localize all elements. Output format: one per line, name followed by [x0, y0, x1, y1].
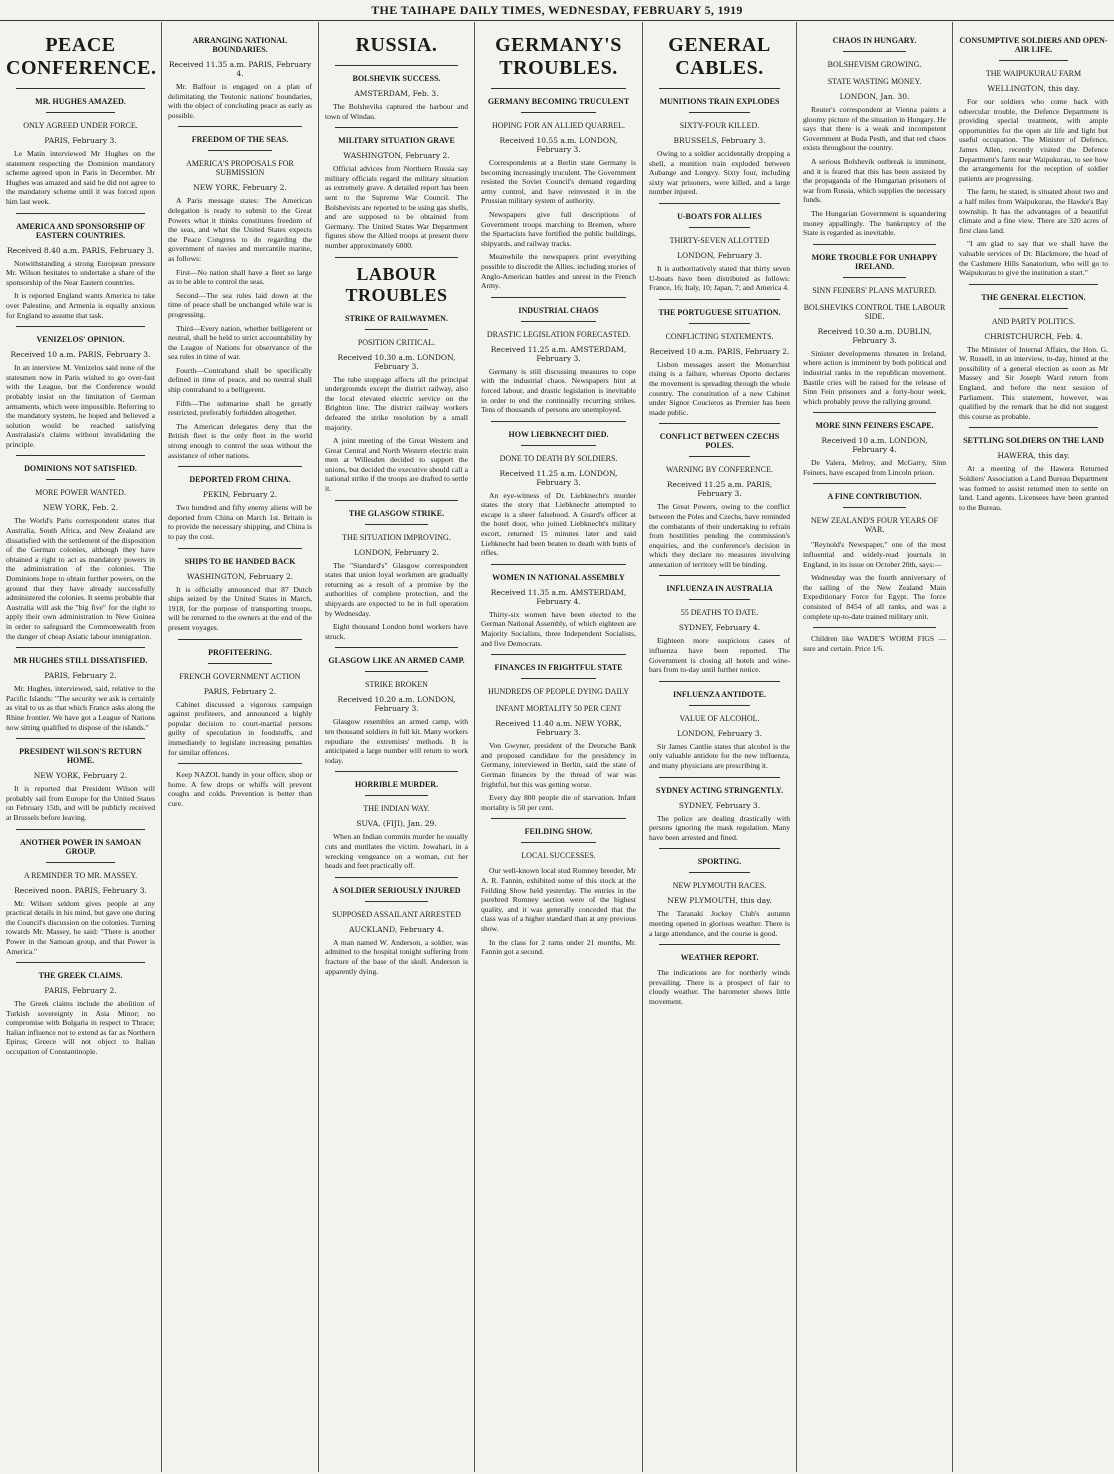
article-subheading: SIXTY-FOUR KILLED.: [679, 121, 760, 130]
article-paragraph: It is officially announced that 87 Dutch ships seized by the United States in March, 1918, for the purpose of transporting troops, will be returned to the owners at the end of the present voyages.: [168, 584, 312, 632]
article-dateline: SYDNEY, February 4.: [678, 623, 761, 633]
article-subheading: DEPORTED FROM CHINA.: [189, 475, 291, 485]
article-paragraph: De Valera, Melroy, and McGarry, Sinn Feiners, have escaped from Lincoln prison.: [803, 458, 946, 477]
divider: [491, 564, 626, 565]
article-paragraph: The tube stoppage affects all the principal undergrounds except the district railway, also the local elevated electric service on the Brighton line. The district railway workers defeated the strike resolution by a small majority.: [325, 374, 468, 432]
article-dateline: NEW YORK, February 2.: [193, 183, 287, 193]
newspaper-columns: [0, 22, 1114, 1472]
article-paragraph: The Hungarian Government is squandering money appallingly. The bankruptcy of the State is regarded as inevitable.: [803, 208, 946, 238]
article-subheading: SINN FEINERS' PLANS MATURED.: [812, 285, 937, 295]
article-paragraph: Cabinet discussed a vigorous campaign against profiteers, and announced a highly popular decision to court-martial persons guilty of speculation in foodstuffs, and immediately to legislate increasing penalties for similar offences.: [168, 699, 312, 757]
article: [481, 297, 636, 415]
short-divider: [843, 507, 906, 508]
divider: [16, 88, 145, 89]
article-paragraph: Germany is still discussing measures to cope with the industrial chaos. Newspapers hint at forced labour, and drastic legislation is inevitable in order to end the continually recurring strikes. Tens of thousands of persons are unemployed.: [481, 366, 636, 415]
article-paragraph: A serious Bolshevik outbreak is imminent, and it is feared that this has been assisted by the propaganda of the Hungarian prisoners of war from Russia, which supplies the necessary funds.: [803, 156, 946, 205]
article: [168, 466, 312, 541]
article-paragraph: For our soldiers who come back with tubercular trouble, the Defence Department is providing special treatment, with ample opportunities for the open air life and light but useful occupation. The Minister of Defence, James Allen, recently visited the Defence Department's farm near Waipukurau, to see how the arrangements for the reception of soldier patients are progressing.: [959, 97, 1108, 183]
article-dateline: Received noon. PARIS, February 3.: [14, 885, 147, 895]
short-divider: [521, 678, 596, 679]
divider: [659, 203, 780, 204]
article-dateline: Received 10.30 a.m. DUBLIN, February 3.: [817, 326, 932, 345]
masthead: THE TAIHAPE DAILY TIMES, WEDNESDAY, FEBRUARY 5, 1919: [0, 0, 1114, 21]
divider: [16, 647, 145, 648]
article-subheading: CONSUMPTIVE SOLDIERS AND OPEN-AIR LIFE.: [959, 36, 1108, 54]
article: [168, 36, 312, 120]
column-3: [319, 22, 475, 1472]
article-paragraph: Glasgow resembles an armed camp, with ten thousand soldiers in full kit. Many workers repudiate the extremists' methods. It is anticipated a large number will return to work today.: [325, 717, 468, 765]
article-subheading: STRIKE OF RAILWAYMEN.: [345, 313, 448, 323]
article: [6, 213, 155, 321]
column-headline: GENERAL CABLES.: [668, 34, 771, 79]
article-paragraph: Children like WADE'S WORM FIGS —sure and certain. Price 1/6.: [803, 634, 946, 653]
article: [6, 455, 155, 641]
divider: [178, 548, 302, 549]
article-paragraph: The Bolsheviks captured the harbour and town of Windau.: [325, 102, 468, 121]
article-subheading: MORE SINN FEINERS ESCAPE.: [815, 421, 934, 431]
column-4: [475, 22, 643, 1472]
divider: [491, 654, 626, 655]
article-subheading: NEW PLYMOUTH RACES.: [672, 881, 767, 891]
article-paragraph: Second—The sea rules laid down at the time of peace shall be unchanged while war is progressing.: [168, 290, 312, 319]
article-paragraph: The indications are for northerly winds prevailing. There is a prospect of fair to cloudy weather. The barometer shows little movement.: [649, 968, 790, 1006]
article: [325, 127, 468, 250]
article-paragraph: Mr. Balfour is engaged on a plan of delimitating the Teutonic nations' boundaries, with the object of concluding peace as early as possible.: [168, 82, 312, 120]
article: [649, 944, 790, 1006]
divider: [659, 299, 780, 300]
divider: [16, 326, 145, 327]
article: [649, 575, 790, 674]
article-subheading: CONFLICT BETWEEN CZECHS POLES.: [659, 432, 780, 451]
article-dateline: LONDON, February 2.: [354, 547, 439, 557]
article-paragraph: The farm, he stated, is situated about two and a half miles from Waipukurau, the Hawke's Bay township. It has the advantages of a beautiful climate and a fine view. There are 320 acres of first class land.: [959, 187, 1108, 235]
article-dateline: LONDON, February 3.: [677, 728, 762, 738]
article-subheading: HOW LIEBKNECHT DIED.: [508, 429, 609, 439]
article: [803, 483, 946, 621]
article-subheading: THE INDIAN WAY.: [363, 804, 430, 814]
article-paragraph: Le Matin interviewed Mr Hughes on the statement respecting the Dominion mandatory scheme agreed upon in Paris in December. Mr Hughes was amazed and said he did not agree to the mandatory scheme until it was forced upon him last week.: [6, 149, 155, 206]
article: [649, 848, 790, 938]
article-dateline: CHRISTCHURCH, Feb. 4.: [984, 331, 1083, 341]
article-paragraph: Newspapers give full descriptions of Government troops marching to Bremen, where the Spartacists have fortified the public buildings, shipyards, and railway tracks.: [481, 209, 636, 248]
short-divider: [365, 795, 428, 796]
article-paragraph: Official advices from Northern Russia say military officials regard the military situation as extremely grave. A detailed report has been sent to the Supreme War Council. The Bolshevists are reported to be using gas shells, and are supposed to be obtained from Germany. The United States War Department figures show the Allied troops at present there number approximately 6000.: [325, 164, 468, 250]
article: [649, 88, 790, 197]
article-subheading: THE GENERAL ELECTION.: [981, 292, 1086, 302]
article-subheading: WEATHER REPORT.: [680, 953, 759, 963]
article: [481, 818, 636, 956]
article-paragraph: The "Standard's" Glasgow correspondent states that union loyal workmen are gradually returning as a result of a promise by the authorities of complete protection, and the shipyards are expected to be in full operation by Wednesday.: [325, 560, 468, 618]
article-paragraph: "I am glad to say that we shall have the valuable services of Dr. Blackmore, the head of the Cashmere Hills Sanatorium, who will go to Waipukurau to give the institution a start.": [959, 239, 1108, 278]
column-7: [953, 22, 1114, 1472]
short-divider: [46, 862, 115, 863]
article-dateline: PARIS, February 2.: [44, 986, 117, 996]
article-paragraph: When an Indian commits murder he usually cuts and mutilates the victim. Jowahari, in a wrecking vengeance on a woman, cut her heads and feet practically off.: [325, 832, 468, 871]
article: [168, 548, 312, 633]
short-divider: [46, 112, 115, 113]
article-dateline: WELLINGTON, this day.: [987, 84, 1080, 93]
article: [6, 326, 155, 449]
article-subheading: HUNDREDS OF PEOPLE DYING DAILY: [488, 687, 629, 697]
short-divider: [365, 671, 428, 672]
article: [6, 647, 155, 732]
article-subheading: A FINE CONTRIBUTION.: [827, 492, 922, 502]
article-subheading: PRESIDENT WILSON'S RETURN HOME.: [19, 747, 142, 766]
short-divider: [365, 329, 428, 330]
article-subheading: SETTLING SOLDIERS ON THE LAND: [963, 436, 1104, 446]
article-subheading: DRASTIC LEGISLATION FORECASTED.: [486, 329, 631, 339]
divider: [16, 213, 145, 214]
article-subheading: WARNING BY CONFERENCE.: [665, 465, 774, 475]
article-paragraph: Keep NAZOL handy in your office, shop or home. A few drops or whiffs will prevent coughs and colds. Prevention is better than cure.: [168, 770, 312, 808]
article-paragraph: Lisbon messages assert the Monarchist rising is a failure, whereas Oporto declares the movement is spreading through the whole country. The constitution of a new Cabinet under Signor Coucieros as Premier has been made public.: [649, 359, 790, 417]
article-subheading: POSITION CRITICAL.: [357, 337, 436, 347]
article-dateline: WASHINGTON, February 2.: [186, 571, 294, 581]
divider: [335, 257, 458, 258]
article-dateline: LONDON, Jan. 30.: [839, 92, 910, 101]
article-dateline: PARIS, February 3.: [44, 136, 117, 145]
article: [649, 299, 790, 418]
article-dateline: Received 8.40 a.m. PARIS, February 3.: [6, 245, 155, 255]
article-paragraph: Mr. Wilson seldom gives people at any practical details in his mind, but gave one during the Council's discussion on the colonies. Turning towards Mr. Massey, he said: "There is another Power in the Samoan group, and that Power is America.": [6, 898, 155, 956]
article-subheading: DOMINIONS NOT SATISFIED.: [24, 464, 137, 474]
article-subheading: HOPING FOR AN ALLIED QUARREL.: [491, 121, 626, 130]
article-paragraph: In the class for 2 rams under 21 months, Mr. Fannin got a second.: [481, 937, 636, 957]
article-subheading: DONE TO DEATH BY SOLDIERS.: [499, 453, 618, 463]
article-dateline: Received 10 a.m. PARIS, February 2.: [649, 346, 790, 356]
article-subheading: AND PARTY POLITICS.: [991, 316, 1076, 326]
article-subheading: GERMANY BECOMING TRUCULENT: [487, 97, 630, 106]
article-subheading: BOLSHEVIK SUCCESS.: [352, 74, 441, 83]
article-dateline: Received 11.25 a.m. PARIS, February 3.: [666, 480, 773, 499]
divider: [16, 455, 145, 456]
divider: [335, 500, 458, 501]
article-dateline: Received 11.40 a.m. NEW YORK, February 3.: [495, 719, 622, 738]
article-paragraph: Sinister developments threaten in Ireland, where action is imminent by both political and industrial ranks in the republican movement. Bastile cries will be raised for the release of Sinn Fein prisoners and a forty-hour week, which probably prove the rallying ground.: [803, 348, 946, 406]
article-paragraph: Our well-known local stud Romney breeder, Mr A. R. Fannin, exhibited some of this stock at the Feilding Show held yesterday. The entries in the purebred Romney section were of the highest quality, and it was generally conceded that the class was of a higher standard than at any previous show.: [481, 866, 636, 933]
article-paragraph: Third—Every nation, whether belligerent or neutral, shall be held to strict accountability by the League of Nations for observance of the sea rules in time of war.: [168, 323, 312, 362]
article: [481, 654, 636, 812]
divider: [178, 466, 302, 467]
short-divider: [689, 456, 750, 457]
divider: [16, 962, 145, 963]
article-subheading: INFLUENZA IN AUSTRALIA: [666, 584, 773, 594]
divider: [16, 829, 145, 830]
section-headline: LABOUR TROUBLES: [345, 263, 448, 305]
article-subheading: BOLSHEVISM GROWING.: [827, 60, 922, 69]
divider: [335, 877, 458, 878]
article-subheading: GLASGOW LIKE AN ARMED CAMP.: [328, 656, 465, 666]
divider: [335, 771, 458, 772]
article-paragraph: Von Gwyner, president of the Deutsche Bank and proposed candidate for the presidency in Germany, interviewed in Berlin, said the state of German finances by the thread of war was frightful, but this was getting worse.: [481, 741, 636, 789]
article-subheading: SHIPS TO BE HANDED BACK: [184, 556, 296, 566]
article: [649, 423, 790, 569]
divider: [659, 944, 780, 945]
article-subheading: AMERICA'S PROPOSALS FOR SUBMISSION: [186, 159, 294, 178]
divider: [335, 65, 458, 66]
article: [959, 427, 1108, 512]
short-divider: [521, 112, 596, 113]
article-paragraph: Reuter's correspondent at Vienna paints a gloomy picture of the situation in Hungary. He says that there is a weak and incompetent Government at Buda Pesth, and that red chaos exists throughout the country.: [803, 105, 946, 153]
article-subheading: INFLUENZA ANTIDOTE.: [673, 689, 766, 699]
divider: [178, 126, 302, 127]
article: [481, 88, 636, 291]
article-paragraph: Fifth—The submarine shall be greatly restricted, preferably forbidden altogether.: [168, 398, 312, 418]
divider: [659, 423, 780, 424]
article-dateline: AUCKLAND, February 4.: [349, 924, 444, 934]
article-paragraph: A man named W. Anderson, a soldier, was admitted to the hospital tonight suffering from fracture of the base of the skull. Anderson is apparently dying.: [325, 937, 468, 976]
divider: [491, 88, 626, 89]
article-subheading: FREEDOM OF THE SEAS.: [191, 135, 289, 145]
column-6: [797, 22, 953, 1472]
article: [325, 771, 468, 870]
article-dateline: PEKIN, February 2.: [202, 490, 278, 500]
divider: [335, 127, 458, 128]
article-dateline: Received 10.30 a.m. LONDON, February 3.: [337, 352, 456, 371]
article: [481, 421, 636, 558]
article-subheading: CHAOS IN HUNGARY.: [832, 36, 917, 45]
article-paragraph: Every day 800 people die of starvation. Infant mortality is 50 per cent.: [481, 793, 636, 812]
article-dateline: LONDON, February 3.: [677, 250, 762, 260]
article-subheading: THIRTY-SEVEN ALLOTTED: [669, 235, 770, 245]
short-divider: [843, 51, 906, 52]
article-dateline: Received 11.35 a.m. AMSTERDAM, February 4.: [490, 587, 627, 606]
divider: [813, 483, 936, 484]
article-subheading: THE SITUATION IMPROVING.: [342, 532, 451, 542]
article: [803, 627, 946, 653]
article-paragraph: At a meeting of the Hawera Returned Soldiers' Association a Land Bureau Department was formed to assist returned men to settle on land. Land agents. Licensees have been granted to the Bureau.: [959, 464, 1108, 512]
article-subheading: THE WAIPUKURAU FARM: [985, 69, 1082, 78]
article: [6, 88, 155, 207]
article-dateline: Received 11.25 a.m. AMSTERDAM, February 3.: [490, 344, 627, 363]
short-divider: [521, 321, 596, 322]
article-paragraph: A joint meeting of the Great Western and Great Central and North Western electric train men at Willesden decided to support the unions, but decided the executive should call a national strike if the troops are drafted to settle it.: [325, 436, 468, 494]
divider: [659, 88, 780, 89]
article-paragraph: Eight thousand London hotel workers have struck.: [325, 622, 468, 641]
article-subheading: ANOTHER POWER IN SAMOAN GROUP.: [19, 837, 142, 856]
article: [168, 126, 312, 460]
article-subheading: PROFITEERING.: [208, 647, 272, 657]
short-divider: [689, 872, 750, 873]
article-subheading: A SOLDIER SERIOUSLY INJURED: [332, 885, 461, 895]
article-paragraph: "Reynold's Newspaper," one of the most influential and widely-read journals in England, in its issue on October 20th, says:—: [803, 540, 946, 569]
article-subheading: STRIKE BROKEN: [365, 680, 428, 690]
article-subheading: THE PORTUGUESE SITUATION.: [658, 307, 781, 317]
article: [325, 257, 468, 494]
article-subheading: LOCAL SUCCESSES.: [521, 851, 596, 861]
divider: [491, 818, 626, 819]
article-dateline: PARIS, February 2.: [44, 671, 117, 681]
article-paragraph: Thirty-six women have been elected to the German National Assembly, of which eighteen are Majority Socialists, three Independent Socialists, and five Democrats.: [481, 609, 636, 648]
article-dateline: Received 11.25 a.m. LONDON, February 3.: [499, 468, 618, 487]
article: [168, 763, 312, 808]
short-divider: [689, 705, 750, 706]
article-subheading: MORE POWER WANTED.: [35, 488, 126, 498]
article-subheading: A REMINDER TO MR. MASSEY.: [23, 870, 138, 880]
article-paragraph: Eighteen more suspicious cases of influenza have been reported. The Government is closing all hotels and wine-bars from to-day until further notice.: [649, 636, 790, 675]
article-subheading: MR HUGHES STILL DISSATISFIED.: [13, 656, 148, 666]
article-subheading: CONFLICTING STATEMENTS.: [665, 331, 774, 341]
article: [168, 639, 312, 758]
article-subheading: STATE WASTING MONEY.: [827, 77, 922, 86]
article-subheading: THE GREEK CLAIMS.: [38, 971, 123, 981]
article-dateline: AMSTERDAM, Feb. 3.: [354, 89, 439, 98]
article-subheading: ARRANGING NATIONAL BOUNDARIES.: [192, 36, 288, 54]
article: [959, 284, 1108, 422]
article-paragraph: Owing to a soldier accidentally dropping a shell, a munition train exploded between Aubange and Longvy. Sixty four, including sixty war prisoners, were killed, and a large number injured.: [649, 149, 790, 197]
article-subheading: MUNITIONS TRAIN EXPLODES: [659, 97, 780, 106]
article-dateline: NEW PLYMOUTH, this day.: [667, 896, 772, 906]
article-dateline: Received 10.20 a.m. LONDON, February 3.: [337, 695, 456, 714]
short-divider: [46, 479, 115, 480]
article-subheading: MORE TROUBLE FOR UNHAPPY IRELAND.: [811, 252, 938, 271]
article-dateline: Received 10 a.m. LONDON, February 4.: [821, 436, 928, 455]
article: [325, 647, 468, 765]
article: [6, 962, 155, 1057]
short-divider: [689, 227, 750, 228]
column-headline: GERMANY'S TROUBLES.: [495, 34, 622, 79]
article-subheading: SPORTING.: [697, 857, 742, 867]
article-paragraph: Fourth—Contraband shall be specifically defined in time of peace, and no neutral shall ship contraband to a belligerent.: [168, 365, 312, 395]
article: [481, 564, 636, 648]
article-paragraph: Two hundred and fifty enemy aliens will be deported from China on March 1st. Britain is to provide the necessary shipping, and China is to pay the cost.: [168, 503, 312, 541]
article-paragraph: The Minister of Internal Affairs, the Hon. G. W. Russell, in an interview, to-day, hinted at the possibility of a general election as soon as Mr Massey and Sir Joseph Ward return from England, and before the next session of Parliament. This statement, however, was qualified by the remark that he did not suggest this course as probable.: [959, 344, 1108, 421]
article: [6, 829, 155, 957]
divider: [335, 647, 458, 648]
short-divider: [365, 524, 428, 525]
divider: [813, 627, 936, 628]
short-divider: [843, 277, 906, 278]
article-subheading: U-BOATS FOR ALLIES: [677, 211, 762, 221]
article-subheading: ONLY AGREED UNDER FORCE.: [23, 121, 138, 130]
article: [325, 65, 468, 121]
column-headline: RUSSIA.: [355, 34, 438, 56]
article-paragraph: Sir James Cantlie states that alcohol is the only valuable antidote for the new influenza, and many physicians are prescribing it.: [649, 741, 790, 771]
article-subheading: VENIZELOS' OPINION.: [36, 335, 125, 345]
article-paragraph: Meanwhile the newspapers print everything possible to discredit the Allies, including stories of Anglo-American battles and unrest in the French Army.: [481, 252, 636, 291]
article-paragraph: Wednesday was the fourth anniversary of the sailing of the New Zealand Main Expeditionary Force for Egypt. The force consisted of 8454 of all ranks, and was a complete up-to-date trained military unit.: [803, 573, 946, 621]
article-subheading: FRENCH GOVERNMENT ACTION: [179, 671, 301, 681]
column-5: [643, 22, 797, 1472]
divider: [178, 763, 302, 764]
article-paragraph: It is reported that President Wilson will probably sail from Europe for the United States on February 15th, and will be publicly received at Brussels before leaving.: [6, 784, 155, 822]
article-subheading: INDUSTRIAL CHAOS: [518, 305, 599, 315]
divider: [491, 421, 626, 422]
article-paragraph: It is authoritatively stated that thirty seven U-boats have been distributed as follows: France, 16; Italy, 10; Japan, 7; and America 4.: [649, 263, 790, 293]
article-paragraph: An eye-witness of Dr. Liebknecht's murder states the story that Liebknecht attempted to escape is a sheer falsehood. A Guard's officer at the hotel door, who joined Liebknecht's military escort, returned 15 minutes later and said Liebknecht had been beaten to death with butts of rifles.: [481, 490, 636, 558]
article-subheading: MR. HUGHES AMAZED.: [35, 97, 126, 106]
article-dateline: HAWERA, this day.: [997, 451, 1070, 461]
article: [959, 36, 1108, 278]
article-paragraph: The Great Powers, owing to the conflict between the Poles and Czechs, have reminded the combatants of their undertaking to refrain from hostilities pending the commission's enquiries, and the conference's decision in which they declare no measures involving annexation of territory will be binding.: [649, 502, 790, 569]
article-subheading: VALUE OF ALCOHOL.: [679, 713, 760, 723]
article-subheading: 55 DEATHS TO DATE.: [680, 608, 759, 618]
article-paragraph: The American delegates deny that the British fleet is the only fleet in the world strong enough to control the seas without the assistance of other nations.: [168, 421, 312, 460]
article-dateline: Received 10 a.m. PARIS, February 3.: [10, 350, 151, 360]
column-2: [162, 22, 319, 1472]
article-dateline: BRUSSELS, February 3.: [673, 136, 766, 145]
column-headline: PEACE CONFERENCE.: [6, 34, 157, 79]
divider: [491, 297, 626, 298]
article: [649, 777, 790, 843]
article-paragraph: It is reported England wants America to take over Palestine, and Armenia is equally anxious for England to assume that task.: [6, 291, 155, 320]
article-dateline: SYDNEY, February 3.: [678, 800, 761, 810]
divider: [969, 427, 1098, 428]
article-subheading: AMERICA AND SPONSORSHIP OF EASTERN COUNTRIES.: [16, 221, 145, 240]
short-divider: [208, 150, 272, 151]
article-dateline: NEW YORK, Feb. 2.: [42, 503, 119, 513]
article-subheading: HORRIBLE MURDER.: [354, 780, 439, 790]
article-subheading: FEILDING SHOW.: [524, 827, 593, 837]
article-subheading: INFANT MORTALITY 50 PER CENT: [495, 704, 622, 714]
column-1: [0, 22, 162, 1472]
article-paragraph: The World's Paris correspondent states that Australia, South Africa, and New Zealand are dissatisfied with the settlement of the disposition of the German colonies, although they have obtained a right to act as mandatory powers in the administration of the colonies. The Dominions hope to obtain further powers, on the ground that they have already successfully administered the colonies. It seems probable that Australia will ask the "big five" for the right to apply their own administration to New Guinea in order to safeguard the Commonwealth from the danger of cheap Asiatic labour immigration.: [6, 516, 155, 641]
short-divider: [689, 323, 750, 324]
article-dateline: WASHINGTON, February 2.: [343, 151, 450, 161]
article-subheading: WOMEN IN NATIONAL ASSEMBLY: [492, 572, 625, 582]
short-divider: [999, 60, 1068, 61]
divider: [16, 738, 145, 739]
article-paragraph: First—No nation shall have a fleet so large as to be able to control the seas.: [168, 267, 312, 287]
article-dateline: Received 11.35 a.m. PARIS, February 4.: [168, 60, 312, 78]
short-divider: [521, 445, 596, 446]
short-divider: [999, 308, 1068, 309]
divider: [659, 575, 780, 576]
article-subheading: SUPPOSED ASSAILANT ARRESTED: [332, 909, 461, 919]
article: [325, 500, 468, 642]
divider: [813, 412, 936, 413]
short-divider: [689, 112, 750, 113]
article-dateline: SUVA, (FIJI), Jan. 29.: [356, 819, 437, 829]
article-dateline: NEW YORK, February 2.: [33, 771, 128, 781]
divider: [659, 681, 780, 682]
article-paragraph: Mr. Hughes, interviewed, said, relative to the Pacific Islands: "The security we ask is certainly as vital to us as that which France asks along the Rhine frontier. We have got a League of Nations now sitting qualified to dispose of the islands.": [6, 684, 155, 732]
article-paragraph: In an interview M. Venizelos said none of the statesmen now in Paris wished to go over-fast with the League, but the Conference would probably insist on the limitation of German armaments, which were impossible. Referring to the mandatory system, he hoped and believed a solution would be reached satisfying Australasia's claims without invalidating the principle.: [6, 363, 155, 449]
article-subheading: SYDNEY ACTING STRINGENTLY.: [656, 785, 783, 795]
article: [803, 244, 946, 407]
article-subheading: MILITARY SITUATION GRAVE: [338, 136, 455, 146]
short-divider: [365, 901, 428, 902]
article: [803, 412, 946, 477]
article-paragraph: Correspondents at a Berlin state Germany is becoming increasingly truculent. The Government resisted the Soviet Council's demand regarding army control, and have reinvested it in the Prussian military system of authority.: [481, 158, 636, 206]
article: [325, 877, 468, 976]
article-dateline: PARIS, February 2.: [203, 686, 277, 696]
article-subheading: BOLSHEVIKS CONTROL THE LABOUR SIDE.: [803, 302, 946, 321]
article-paragraph: The Greek claims include the abolition of Turkish sovereignty in Asia Minor; no compromise with Bulgaria in respect to Thrace; Italian influence not to extend as far as Northern Epirus; Greece will not object to Italian occupation of Constantinople.: [6, 999, 155, 1057]
article: [803, 36, 946, 238]
divider: [178, 639, 302, 640]
article-paragraph: Notwithstanding a strong European pressure Mr. Wilson hesitates to undertake a share of the sponsorship of the Near Eastern countries.: [6, 258, 155, 287]
article: [649, 681, 790, 771]
divider: [813, 244, 936, 245]
short-divider: [208, 663, 272, 664]
article-subheading: NEW ZEALAND'S FOUR YEARS OF WAR.: [810, 516, 939, 535]
divider: [969, 284, 1098, 285]
article-subheading: THE GLASGOW STRIKE.: [348, 508, 445, 518]
short-divider: [521, 842, 596, 843]
article: [6, 738, 155, 822]
article-paragraph: The Taranaki Jockey Club's autumn meeting opened in glorious weather. There is a large attendance, and the course is good.: [649, 909, 790, 938]
divider: [659, 848, 780, 849]
short-divider: [689, 599, 750, 600]
article-subheading: FINANCES IN FRIGHTFUL STATE: [494, 663, 623, 673]
article-dateline: Received 10.55 a.m. LONDON, February 3.: [499, 136, 618, 154]
article-paragraph: The police are dealing drastically with persons ignoring the mask regulation. Many have been arrested and fined.: [649, 813, 790, 842]
article: [649, 203, 790, 293]
article-paragraph: A Paris message states: The American delegation is ready to submit to the Great Powers what it thinks constitutes freedom of the seas, and what the United States expects the Peace Congress to do regarding the government of navies and mercantile marine, as follows:: [168, 196, 312, 263]
divider: [659, 777, 780, 778]
